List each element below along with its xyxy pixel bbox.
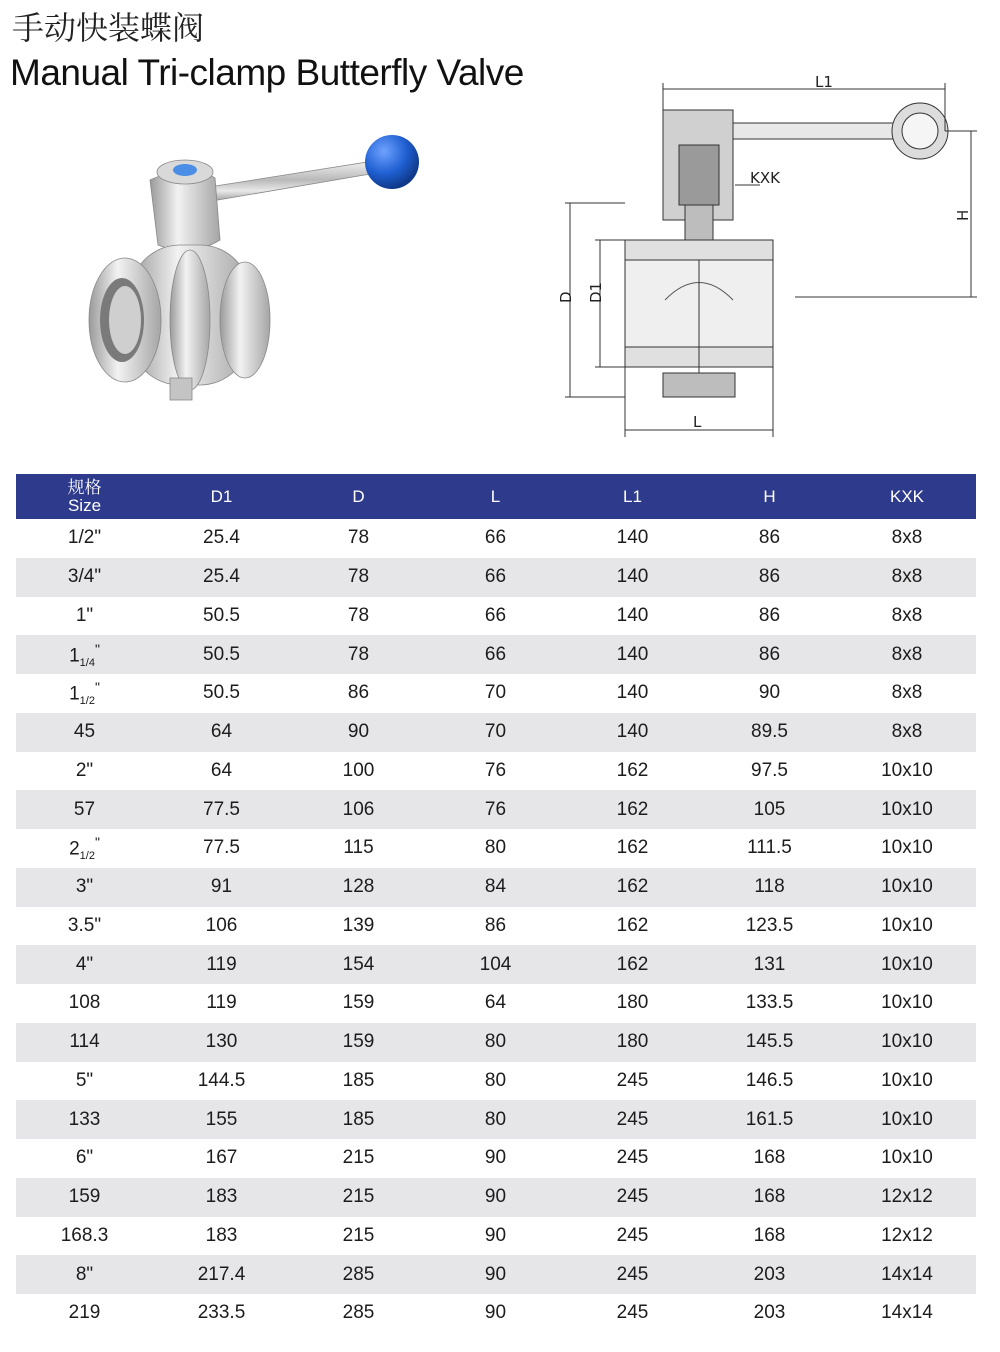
cell-h: 89.5	[701, 713, 838, 752]
cell-l1: 180	[564, 984, 701, 1023]
table-row	[16, 790, 976, 829]
header-l: L	[427, 474, 564, 519]
cell-d1: 25.4	[153, 519, 290, 558]
cell-size: $1_{1/2}^"$	[16, 674, 153, 713]
cell-kxk: 10x10	[838, 1023, 976, 1062]
label-h: H	[954, 209, 972, 221]
cell-size: 2"	[16, 752, 153, 791]
cell-h: 86	[701, 635, 838, 674]
cell-h: 123.5	[701, 907, 838, 946]
cell-d1: 25.4	[153, 558, 290, 597]
cell-h: 86	[701, 597, 838, 636]
cell-size: 1"	[16, 597, 153, 636]
table-row	[16, 674, 976, 713]
cell-d: 115	[290, 829, 427, 868]
cell-kxk: 10x10	[838, 945, 976, 984]
cell-h: 118	[701, 868, 838, 907]
cell-d1: 106	[153, 907, 290, 946]
table-header-row	[16, 474, 976, 519]
cell-d1: 183	[153, 1217, 290, 1256]
cell-kxk: 10x10	[838, 790, 976, 829]
cell-d1: 144.5	[153, 1062, 290, 1101]
header-size: 规格 Size	[16, 474, 153, 519]
cell-l: 80	[427, 1062, 564, 1101]
label-d: D	[557, 291, 575, 303]
cell-h: 90	[701, 674, 838, 713]
label-l: L	[693, 413, 702, 431]
cell-d1: 155	[153, 1100, 290, 1139]
cell-l: 86	[427, 907, 564, 946]
cell-kxk: 8x8	[838, 558, 976, 597]
cell-l1: 245	[564, 1255, 701, 1294]
cell-d: 90	[290, 713, 427, 752]
cell-size: 57	[16, 790, 153, 829]
table-row	[16, 635, 976, 674]
cell-l: 76	[427, 790, 564, 829]
cell-d: 78	[290, 597, 427, 636]
table-row	[16, 1139, 976, 1178]
cell-h: 86	[701, 519, 838, 558]
cell-d1: 50.5	[153, 674, 290, 713]
table-row	[16, 829, 976, 868]
cell-l1: 162	[564, 945, 701, 984]
cell-h: 203	[701, 1294, 838, 1333]
cell-l1: 140	[564, 558, 701, 597]
table-row	[16, 752, 976, 791]
cell-size: 168.3	[16, 1217, 153, 1256]
header-d: D	[290, 474, 427, 519]
cell-d: 128	[290, 868, 427, 907]
cell-h: 146.5	[701, 1062, 838, 1101]
header-l1: L1	[564, 474, 701, 519]
table-row	[16, 1217, 976, 1256]
cell-size: 114	[16, 1023, 153, 1062]
cell-h: 168	[701, 1217, 838, 1256]
cell-d: 154	[290, 945, 427, 984]
table-row	[16, 1023, 976, 1062]
cell-size: 159	[16, 1178, 153, 1217]
cell-l1: 162	[564, 868, 701, 907]
table-row	[16, 1178, 976, 1217]
cell-l: 90	[427, 1255, 564, 1294]
cell-l1: 180	[564, 1023, 701, 1062]
cell-l: 70	[427, 713, 564, 752]
cell-l1: 245	[564, 1294, 701, 1333]
cell-kxk: 10x10	[838, 907, 976, 946]
cell-size: 4"	[16, 945, 153, 984]
cell-h: 168	[701, 1139, 838, 1178]
cell-l: 90	[427, 1178, 564, 1217]
cell-d: 215	[290, 1139, 427, 1178]
cell-l: 66	[427, 558, 564, 597]
cell-l1: 245	[564, 1062, 701, 1101]
cell-d: 78	[290, 519, 427, 558]
cell-kxk: 10x10	[838, 829, 976, 868]
cell-l1: 140	[564, 674, 701, 713]
cell-d: 100	[290, 752, 427, 791]
cell-d1: 91	[153, 868, 290, 907]
cell-l: 104	[427, 945, 564, 984]
table-row	[16, 713, 976, 752]
header-d1: D1	[153, 474, 290, 519]
cell-l1: 162	[564, 829, 701, 868]
cell-l: 66	[427, 635, 564, 674]
cell-l: 84	[427, 868, 564, 907]
cell-d1: 183	[153, 1178, 290, 1217]
cell-size: $2_{1/2}^"$	[16, 829, 153, 868]
cell-l1: 162	[564, 752, 701, 791]
cell-kxk: 10x10	[838, 1100, 976, 1139]
cell-kxk: 14x14	[838, 1255, 976, 1294]
cell-size: 219	[16, 1294, 153, 1333]
cell-h: 97.5	[701, 752, 838, 791]
cell-size: 133	[16, 1100, 153, 1139]
cell-d: 78	[290, 558, 427, 597]
cell-kxk: 10x10	[838, 868, 976, 907]
header-kxk: KXK	[838, 474, 976, 519]
technical-drawing	[545, 75, 985, 445]
label-d1: D1	[587, 281, 605, 303]
handle-knob	[365, 135, 419, 189]
cell-size: 3/4"	[16, 558, 153, 597]
cell-kxk: 8x8	[838, 713, 976, 752]
spec-table	[16, 474, 976, 1333]
table-row	[16, 984, 976, 1023]
cell-kxk: 8x8	[838, 635, 976, 674]
cell-d: 159	[290, 1023, 427, 1062]
cell-l1: 245	[564, 1178, 701, 1217]
cell-d1: 119	[153, 984, 290, 1023]
cell-d: 139	[290, 907, 427, 946]
cell-d1: 77.5	[153, 790, 290, 829]
cell-d: 86	[290, 674, 427, 713]
table-row	[16, 1255, 976, 1294]
cell-d1: 77.5	[153, 829, 290, 868]
cell-d: 215	[290, 1217, 427, 1256]
table-row	[16, 868, 976, 907]
cell-d: 159	[290, 984, 427, 1023]
header-h: H	[701, 474, 838, 519]
valve-photo	[70, 120, 440, 420]
cell-kxk: 10x10	[838, 1139, 976, 1178]
cell-kxk: 12x12	[838, 1217, 976, 1256]
cell-l: 70	[427, 674, 564, 713]
cell-d: 185	[290, 1100, 427, 1139]
cell-kxk: 10x10	[838, 752, 976, 791]
cell-l1: 245	[564, 1100, 701, 1139]
cell-h: 145.5	[701, 1023, 838, 1062]
cell-d: 106	[290, 790, 427, 829]
cell-d1: 130	[153, 1023, 290, 1062]
cell-size: 108	[16, 984, 153, 1023]
label-kxk: KXK	[750, 169, 780, 187]
cell-h: 161.5	[701, 1100, 838, 1139]
cell-kxk: 8x8	[838, 519, 976, 558]
cell-l: 66	[427, 597, 564, 636]
cell-size: 3"	[16, 868, 153, 907]
cell-d1: 50.5	[153, 597, 290, 636]
cell-size: $1_{1/4}^"$	[16, 635, 153, 674]
table-row	[16, 1062, 976, 1101]
cell-size: 5"	[16, 1062, 153, 1101]
cell-d: 78	[290, 635, 427, 674]
cell-d1: 167	[153, 1139, 290, 1178]
cell-kxk: 10x10	[838, 1062, 976, 1101]
cell-l1: 140	[564, 597, 701, 636]
table-row	[16, 907, 976, 946]
cell-size: 45	[16, 713, 153, 752]
cell-l1: 162	[564, 907, 701, 946]
cell-l1: 245	[564, 1139, 701, 1178]
title-english: Manual Tri-clamp Butterfly Valve	[10, 52, 524, 93]
cell-d: 215	[290, 1178, 427, 1217]
cell-h: 168	[701, 1178, 838, 1217]
cell-d: 185	[290, 1062, 427, 1101]
cell-d1: 217.4	[153, 1255, 290, 1294]
cell-l1: 162	[564, 790, 701, 829]
cell-l: 76	[427, 752, 564, 791]
cell-size: 3.5"	[16, 907, 153, 946]
cell-kxk: 10x10	[838, 984, 976, 1023]
cell-kxk: 12x12	[838, 1178, 976, 1217]
cell-l1: 140	[564, 635, 701, 674]
table-row	[16, 945, 976, 984]
cell-h: 133.5	[701, 984, 838, 1023]
cell-d1: 233.5	[153, 1294, 290, 1333]
table-row	[16, 597, 976, 636]
cell-l: 80	[427, 1023, 564, 1062]
cell-l1: 140	[564, 713, 701, 752]
cell-kxk: 8x8	[838, 674, 976, 713]
cell-d: 285	[290, 1294, 427, 1333]
cell-h: 105	[701, 790, 838, 829]
cell-l: 66	[427, 519, 564, 558]
cell-l: 80	[427, 1100, 564, 1139]
table-row	[16, 1100, 976, 1139]
cell-h: 203	[701, 1255, 838, 1294]
cell-kxk: 8x8	[838, 597, 976, 636]
cell-l: 90	[427, 1139, 564, 1178]
cell-l1: 140	[564, 519, 701, 558]
cell-size: 8"	[16, 1255, 153, 1294]
cell-size: 6"	[16, 1139, 153, 1178]
table-row	[16, 558, 976, 597]
cell-l1: 245	[564, 1217, 701, 1256]
cell-h: 111.5	[701, 829, 838, 868]
cell-l: 90	[427, 1217, 564, 1256]
cell-l: 80	[427, 829, 564, 868]
cell-kxk: 14x14	[838, 1294, 976, 1333]
cell-d1: 64	[153, 752, 290, 791]
cell-d1: 50.5	[153, 635, 290, 674]
title-chinese: 手动快装蝶阀	[12, 9, 205, 47]
cell-l: 90	[427, 1294, 564, 1333]
cell-d1: 64	[153, 713, 290, 752]
cell-size: 1/2"	[16, 519, 153, 558]
table-row	[16, 519, 976, 558]
table-row	[16, 1294, 976, 1333]
cell-h: 86	[701, 558, 838, 597]
cell-d1: 119	[153, 945, 290, 984]
cell-d: 285	[290, 1255, 427, 1294]
label-l1: L1	[815, 75, 833, 91]
cell-h: 131	[701, 945, 838, 984]
cell-l: 64	[427, 984, 564, 1023]
